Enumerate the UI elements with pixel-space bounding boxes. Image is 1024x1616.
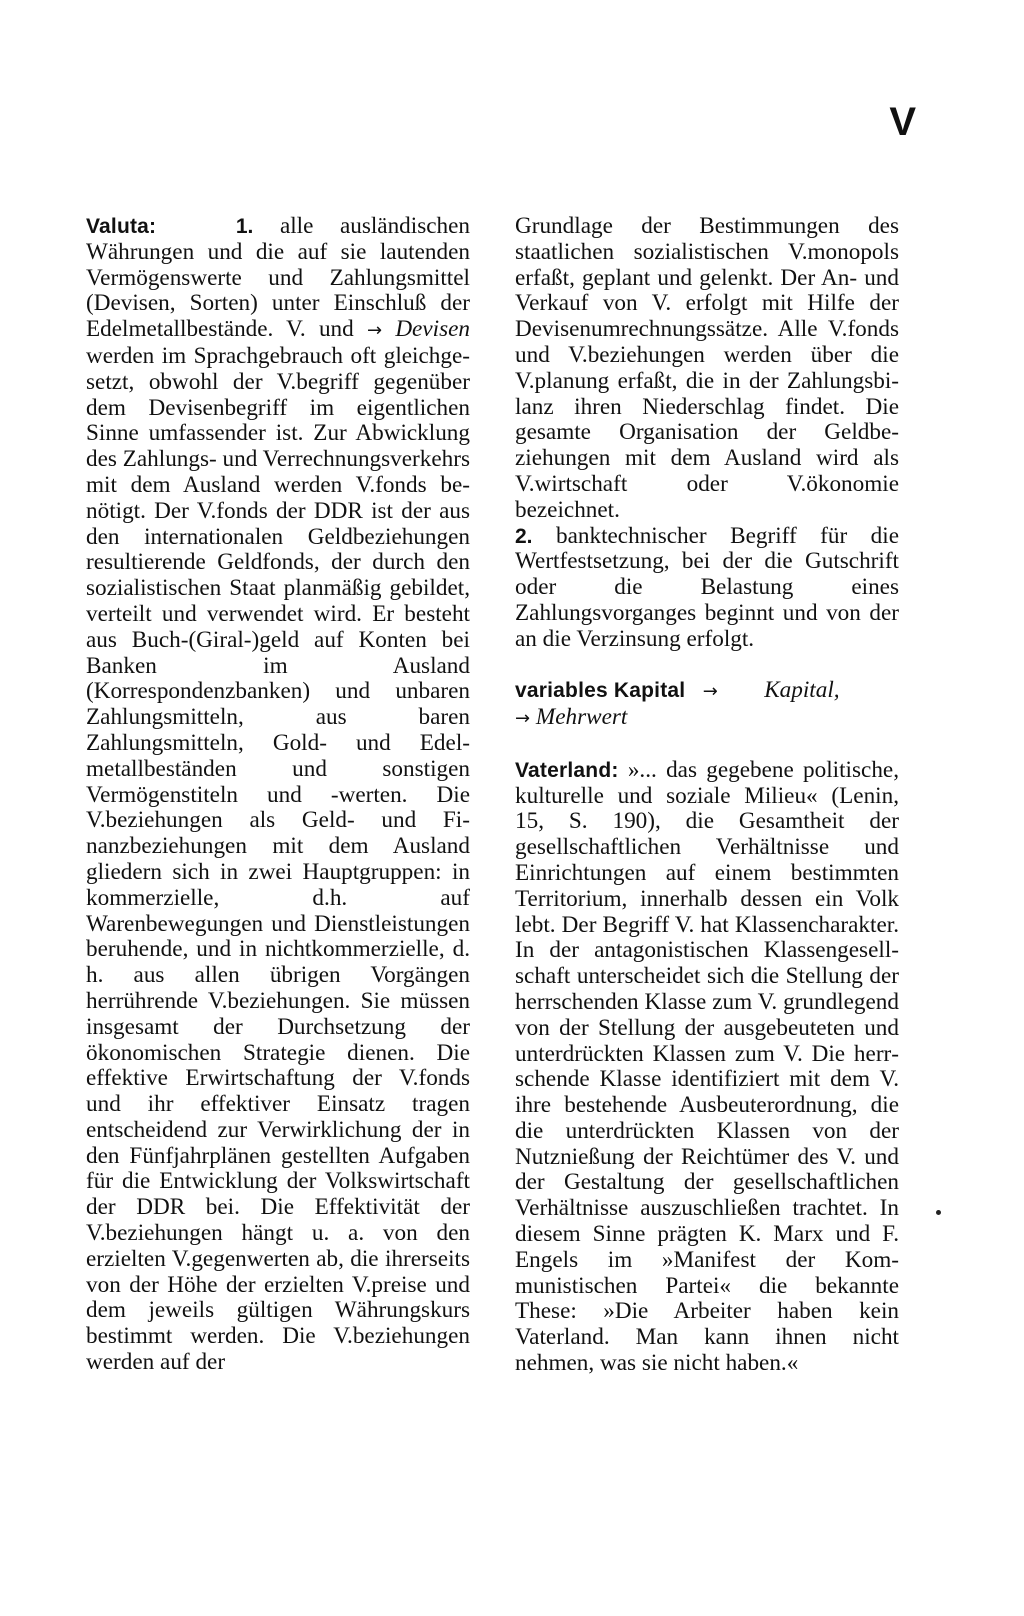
entry-valuta xyxy=(86,214,470,1376)
page-letter-heading: V xyxy=(889,100,916,144)
entry-valuta-sense-2 xyxy=(515,524,899,653)
entry-valuta-continued xyxy=(515,214,899,524)
entry-text: Grundlage der Bestimmungen des staatlichen sozialistischen V.monopols erfaßt, geplant und gelenkt. Der An- und Verkauf von V. erfolgt mit Hilfe der Devisenumrechnungssätze. Alle V.fonds und V.beziehungen werden über die V.planung erfaßt, die in der Zahlungsbilanz ihren Niederschlag findet. Die gesamte Organisation der Geldbeziehungen mit dem Ausland wird als V.wirtschaft oder V.ökonomie bezeichnet. xyxy=(515,213,899,523)
entry-text: alle ausländischen Währungen und die auf sie lautenden Vermögenswerte und Zahlungsmittel (Devisen, Sorten) unter Einschluß der Edelmetallbestände. V. und xyxy=(86,213,471,343)
cross-reference-arrow: → xyxy=(515,708,531,730)
cross-reference-mehrwert: Mehrwert xyxy=(535,704,628,731)
headword-valuta: Valuta: xyxy=(86,215,157,238)
scan-speck-mark xyxy=(936,1210,941,1215)
cross-reference-arrow: → xyxy=(702,681,718,703)
sense-number-1: 1. xyxy=(235,215,254,238)
entry-text: banktechnischer Begriff für die Wertfestsetzung, bei der die Gutschrift oder die Belastung eines Zahlungsvorganges beginnt und von der an die Verzinsung erfolgt. xyxy=(515,522,899,652)
right-column xyxy=(515,214,899,1377)
entry-variables-kapital xyxy=(515,678,899,732)
left-column xyxy=(86,214,470,1376)
entry-text: werden im Sprachgebrauch oft gleichgesetzt, obwohl der V.begriff gegenüber dem Devisenbegriff im eigentlichen Sinne umfassender ist. Zur Abwicklung des Zahlungs- und Verrechnungsverkehrs mit dem Ausland werden V.fonds benötigt. Der V.fonds der DDR ist der aus den internationalen Geldbeziehungen resultierende Geldfonds, der durch den sozialistischen Staat planmäßig gebildet, verteilt und verwendet wird. Er besteht aus Buch-(Giral-)geld auf Konten bei Banken im Ausland (Korrespondenzbanken) und unbaren Zahlungsmitteln, aus baren Zahlungsmitteln, Gold- und Edelmetallbeständen und sonstigen Vermögenstiteln und -werten. Die V.beziehungen als Geld- und Finanzbeziehungen mit dem Ausland gliedern sich in zwei Hauptgruppen: in kommerzielle, d.h. auf Warenbewegungen und Dienstleistungen beruhende, und in nichtkommerzielle, d. h. aus allen übrigen Vorgängen herrührende V.beziehungen. Sie müssen insgesamt der Durchsetzung der ökonomischen Strategie dienen. Die effektive Erwirtschaftung der V.fonds und ihr effektiver Einsatz tragen entscheidend zur Verwirklichung der in den Fünfjahrplänen gestellten Aufgaben für die Entwicklung der Volkswirtschaft der DDR bei. Die Effektivität der V.beziehungen hängt u. a. von den erzielten V.gegenwerten ab, die ihrerseits von der Höhe der erzielten V.preise und dem jeweils gültigen Währungskurs bestimmt werden. Die V.beziehungen werden auf der xyxy=(86,342,470,1376)
cross-reference-arrow: → xyxy=(366,320,383,342)
headword-vaterland: Vaterland: xyxy=(515,758,619,782)
headword-variables-kapital: variables Kapital xyxy=(515,679,686,703)
entry-vaterland xyxy=(515,758,899,1377)
cross-reference-kapital: Kapital, xyxy=(764,677,840,704)
sense-number-2: 2. xyxy=(515,524,533,548)
entry-text: »... das gegebene politische, kulturelle und soziale Milieu« (Lenin, 15, S. 190), die Gesamtheit der gesellschaftlichen Verhältnisse und Einrichtungen auf einem bestimmten Territorium, innerhalb dessen ein Volk lebt. Der Begriff V. hat Klassencharakter. In der antagonistischen Klassengesellschaft unterscheidet sich die Stellung der herrschenden Klasse zum V. grundlegend von der Stellung der ausgebeuteten und unterdrückten Klassen zum V. Die herrschende Klasse identifiziert mit dem V. ihre bestehende Ausbeuterordnung, die die unterdrückten Klassen von der Nutznießung der Reichtümer des V. und der Gestaltung der gesellschaftlichen Verhältnisse auszuschließen trachtet. In diesem Sinne prägten K. Marx und F. Engels im »Manifest der Kommunistischen Partei« die bekannte These: »Die Arbeiter haben kein Vaterland. Man kann ihnen nicht nehmen, was sie nicht haben.« xyxy=(515,756,899,1377)
cross-reference-devisen: Devisen xyxy=(395,316,470,343)
